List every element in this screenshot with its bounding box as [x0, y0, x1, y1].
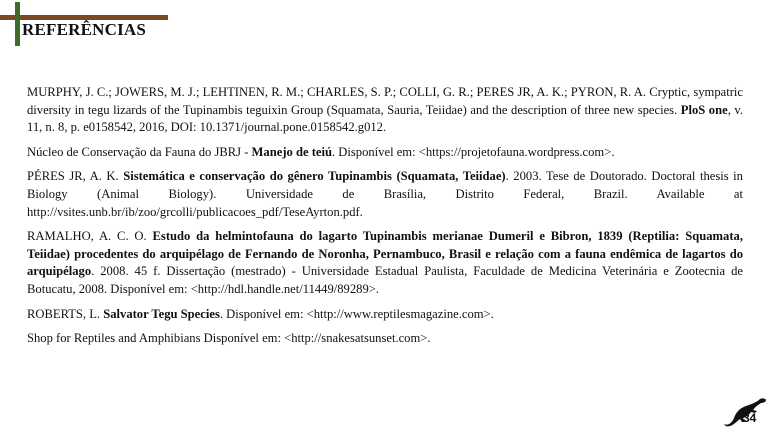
- reference-item: [27, 228, 743, 298]
- reference-bold-title: Sistemática e conservação do gênero Tupinambis (Squamata, Teiidae): [123, 169, 506, 184]
- reference-text: MURPHY, J. C.; JOWERS, M. J.; LEHTINEN, R. M.; CHARLES, S. P.; COLLI, G. R.; PERES JR, A. K.; PYRON, R. A. Cryptic, sympatric diversity in tegu lizards of the Tupinambis teguixin Group (Squamata, Sauria, Teiidae) and the description of three new species.: [27, 85, 743, 117]
- reference-item: [27, 84, 743, 137]
- references-list: [27, 84, 743, 355]
- reference-text: , v. 11, n. 8, p. e0158542, 2016, DOI: 10.1371/journal.pone.0158542.g012.: [27, 102, 743, 135]
- title-bar-vertical: [15, 2, 20, 46]
- reference-text: . 2003. Tese de Doutorado. Doctoral thesis in Biology (Animal Biology). Universidade de Brasília, Distrito Federal, Brazil. Available at http://vsites.unb.br/ib/zoo/grcolli/publicacoes_pdf/TeseAyrton.pdf.: [27, 169, 743, 219]
- reference-text: Shop for Reptiles and Amphibians Disponível em: <http://snakesatsunset.com>.: [27, 331, 431, 346]
- reference-item: [27, 168, 743, 221]
- reference-text: RAMALHO, A. C. O.: [27, 229, 153, 244]
- reference-item: [27, 144, 743, 162]
- reference-text: PÉRES JR, A. K.: [27, 169, 124, 184]
- reference-bold-title: Salvator Tegu Species: [103, 306, 220, 321]
- reference-text: . Disponível em: <http://www.reptilesmagazine.com>.: [219, 306, 494, 321]
- reference-item: [27, 330, 743, 348]
- page-number: 34: [743, 411, 757, 425]
- reference-text: . 2008. 45 f. Dissertação (mestrado) - Universidade Estadual Paulista, Faculdade de Medicina Veterinária e Zootecnia de Botucatu, 2008. Disponível em: <http://hdl.handle.net/11449/89289>.: [27, 264, 743, 296]
- reference-bold-title: Manejo de teiú: [251, 144, 332, 159]
- reference-text: Núcleo de Conservação da Fauna do JBRJ -: [27, 144, 252, 159]
- reference-text: . Disponível em: <https://projetofauna.wordpress.com>.: [332, 144, 615, 159]
- reference-bold-title: Estudo da helmintofauna do lagarto Tupinambis merianae Dumeril e Bibron, 1839 (Reptilia: Squamata, Teiidae) procedentes do arquipélago de Fernando de Noronha, Pernambuco, Brasil e relação com a fauna endêmica de lagartos do arquipélago: [27, 229, 743, 279]
- page-title: REFERÊNCIAS: [22, 20, 147, 39]
- reference-text: ROBERTS, L.: [27, 306, 104, 321]
- reference-bold-title: PloS one: [680, 102, 728, 117]
- reference-item: [27, 306, 743, 324]
